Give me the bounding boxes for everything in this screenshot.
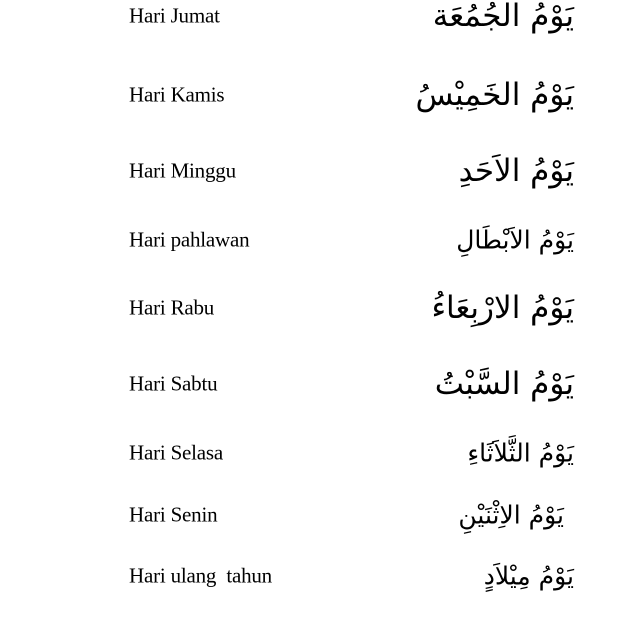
vocab-row-selasa	[0, 433, 638, 473]
indonesian-term: Hari Minggu	[129, 158, 236, 183]
indonesian-term: Hari Rabu	[129, 295, 215, 320]
arabic-term: يَوْمُ مِيْلاَدٍ	[483, 561, 574, 591]
indonesian-term: Hari pahlawan	[129, 227, 250, 252]
vocab-row-sabtu	[0, 364, 638, 404]
vocab-row-kamis	[0, 75, 638, 115]
indonesian-term: Hari ulang tahun	[129, 563, 272, 588]
vocab-row-minggu	[0, 151, 638, 191]
arabic-term: يَوْمُ الاِثْنَيْنِ	[458, 500, 564, 530]
indonesian-term: Hari Senin	[129, 502, 218, 527]
arabic-term: يَوْمُ الجُمُعَة	[432, 0, 574, 34]
indonesian-term: Hari Sabtu	[129, 371, 218, 396]
indonesian-term: Hari Selasa	[129, 440, 224, 465]
arabic-term: يَوْمُ الاَبْطَالِ	[456, 225, 574, 255]
vocab-row-pahlawan	[0, 220, 638, 260]
arabic-term: يَوْمُ الخَمِيْسُ	[415, 76, 574, 113]
arabic-term: يَوْمُ الارْبِعَاءُ	[431, 289, 574, 326]
indonesian-term: Hari Jumat	[129, 3, 220, 28]
vocab-row-jumat	[0, 0, 638, 36]
arabic-term: يَوْمُ السَّبْتُ	[434, 365, 574, 402]
vocab-row-senin	[0, 495, 638, 535]
vocab-row-ulang-tahun	[0, 556, 638, 596]
vocab-row-rabu	[0, 288, 638, 328]
indonesian-term: Hari Kamis	[129, 82, 225, 107]
arabic-term: يَوْمُ الثَّلاَثَاءِ	[467, 438, 574, 468]
arabic-term: يَوْمُ الاَحَدِ	[458, 152, 574, 189]
